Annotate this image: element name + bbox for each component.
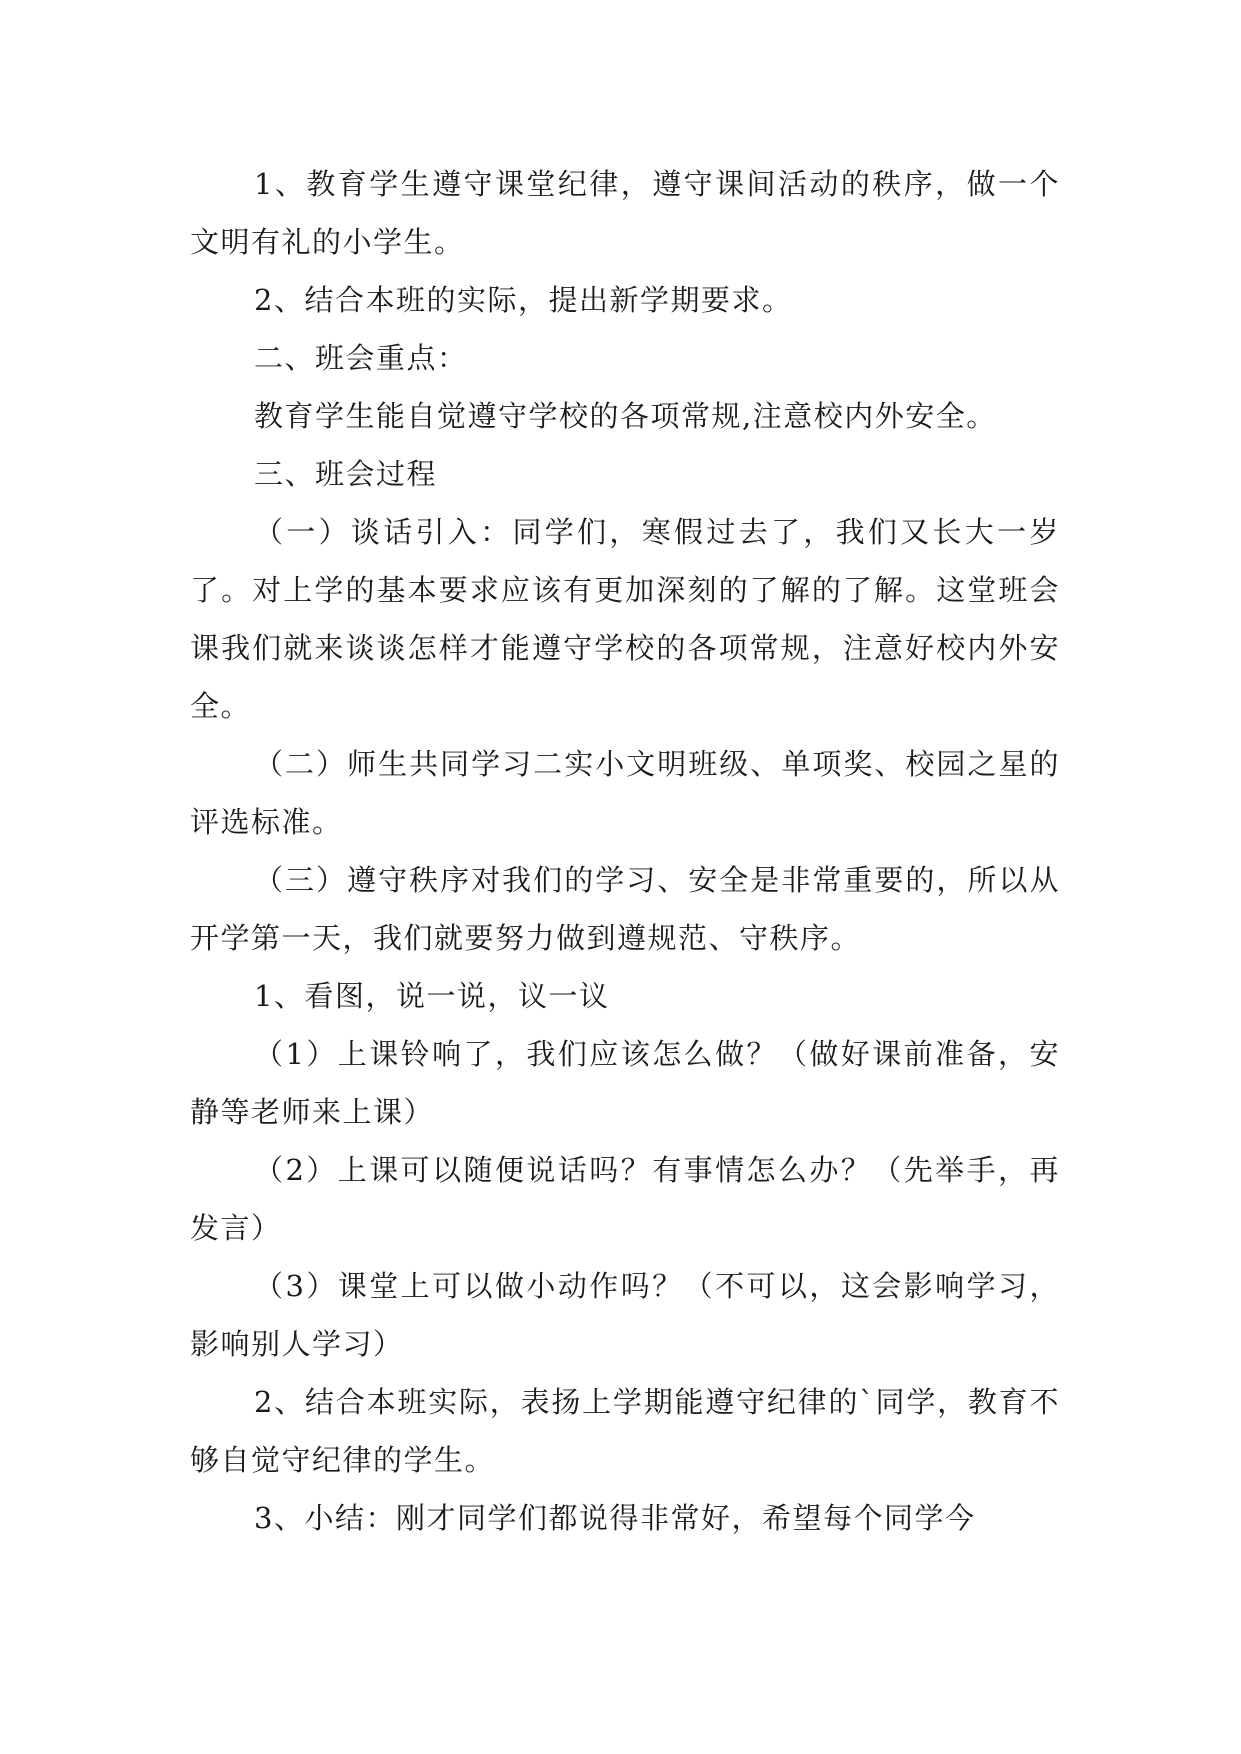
paragraph-praise: 2、结合本班实际，表扬上学期能遵守纪律的`同学，教育不够自觉守纪律的学生。	[190, 1385, 1060, 1477]
paragraph-goal-1: 1、教育学生遵守课堂纪律，遵守课间活动的秩序，做一个文明有礼的小学生。	[190, 167, 1060, 259]
section-heading-focus: 二、班会重点：	[254, 341, 468, 375]
paragraph-focus: 教育学生能自觉遵守学校的各项常规,注意校内外安全。	[254, 399, 997, 433]
section-heading-process: 三、班会过程	[254, 457, 438, 491]
paragraph-question-3: （3）课堂上可以做小动作吗？（不可以，这会影响学习，影响别人学习）	[190, 1269, 1060, 1361]
paragraph-intro: （一）谈话引入：同学们，寒假过去了，我们又长大一岁了。对上学的基本要求应该有更加深刻的了解的了解。这堂班会课我们就来谈谈怎样才能遵守学校的各项常规，注意好校内外安全。	[190, 515, 1060, 723]
paragraph-goal-2: 2、结合本班的实际，提出新学期要求。	[254, 283, 793, 317]
paragraph-order: （三）遵守秩序对我们的学习、安全是非常重要的，所以从开学第一天，我们就要努力做到遵规范、守秩序。	[190, 863, 1060, 955]
paragraph-question-1: （1）上课铃响了，我们应该怎么做？（做好课前准备，安静等老师来上课）	[190, 1037, 1060, 1129]
document-body	[190, 155, 1060, 1547]
paragraph-look-discuss: 1、看图，说一说，议一议	[254, 979, 610, 1013]
paragraph-standards: （二）师生共同学习二实小文明班级、单项奖、校园之星的评选标准。	[190, 747, 1060, 839]
paragraph-question-2: （2）上课可以随便说话吗？有事情怎么办？（先举手，再发言）	[190, 1153, 1060, 1245]
paragraph-summary: 3、小结：刚才同学们都说得非常好，希望每个同学今	[254, 1501, 976, 1535]
